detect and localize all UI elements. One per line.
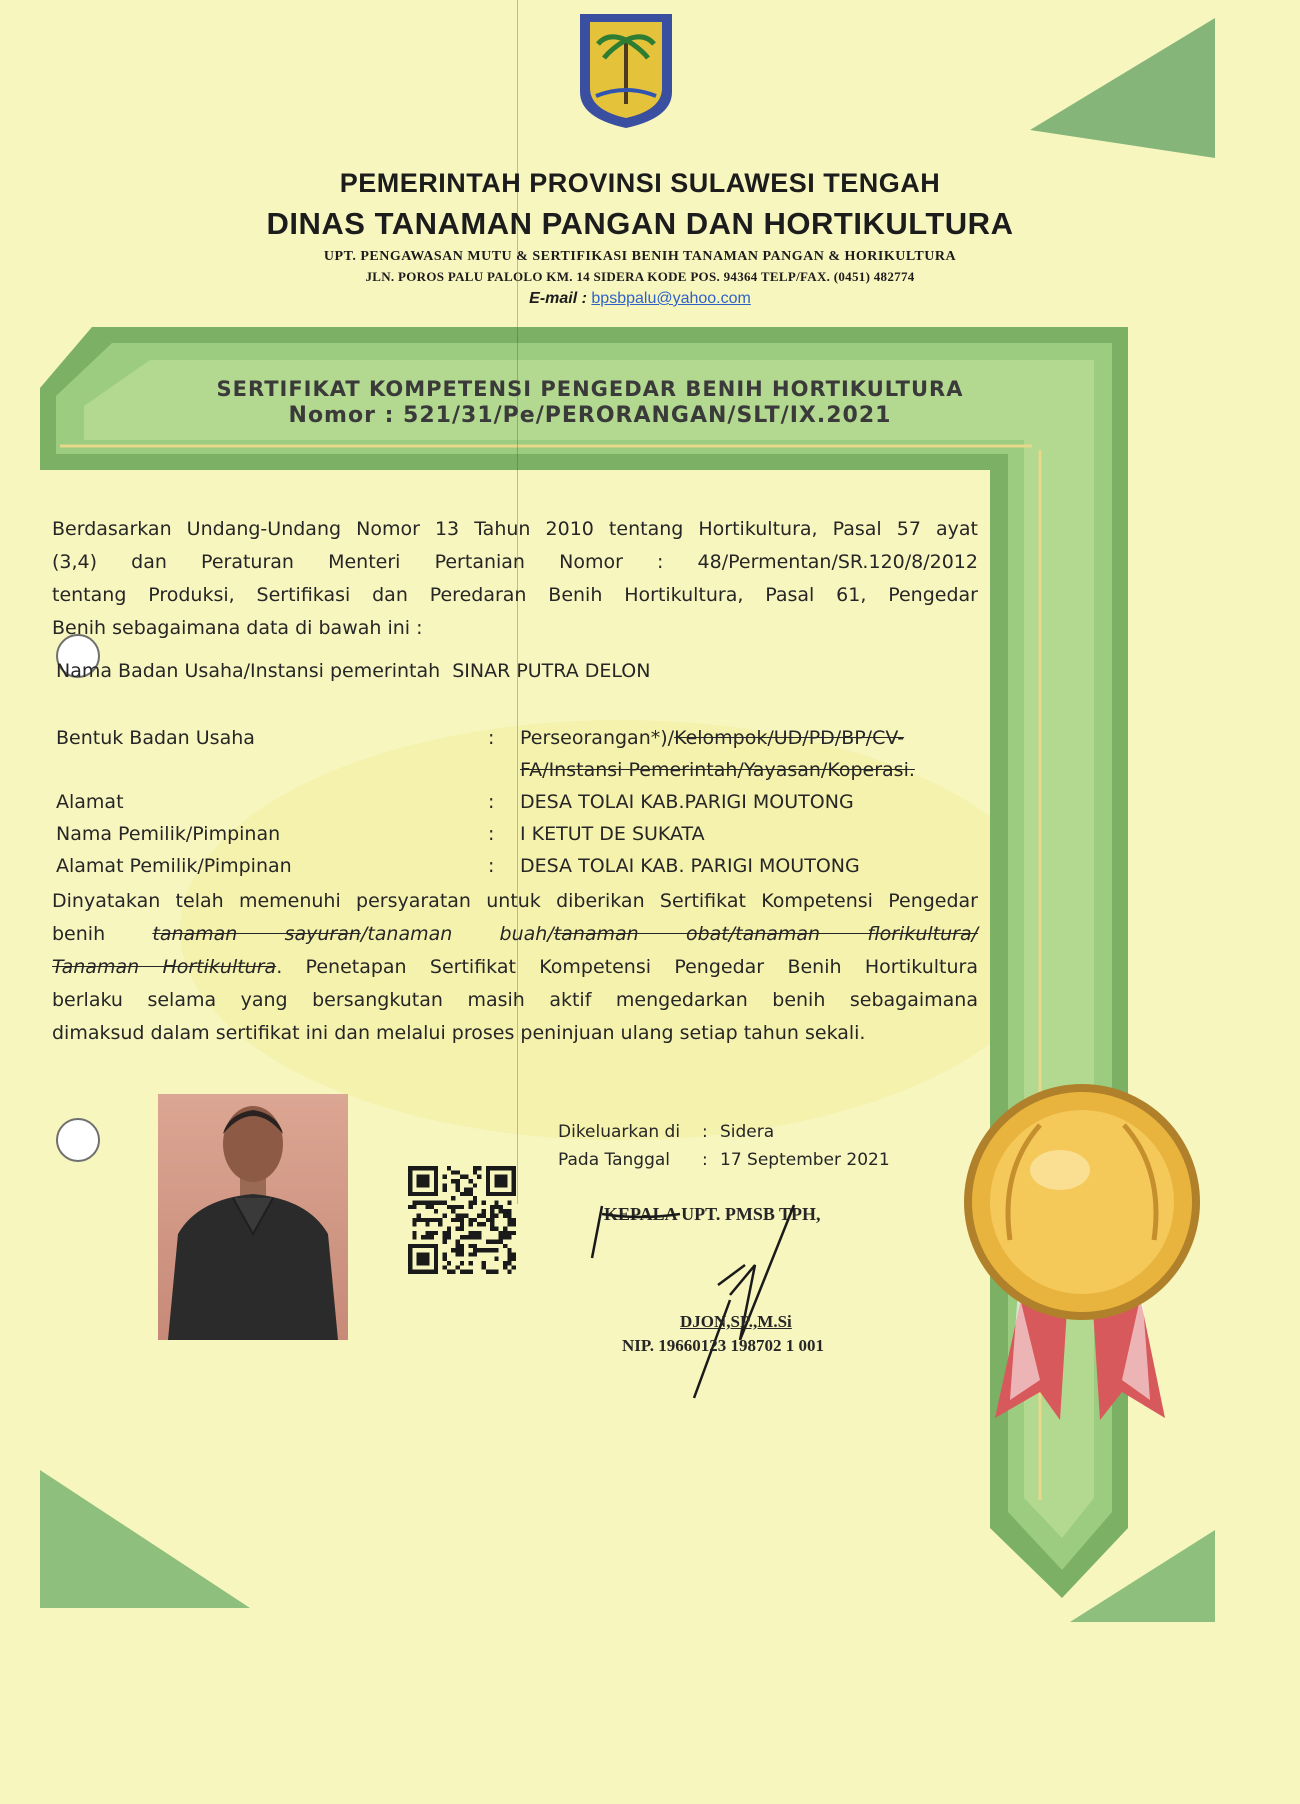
certificate-number: Nomor : 521/31/Pe/PERORANGAN/SLT/IX.2021 — [288, 403, 892, 428]
signatory-position: KEPALA UPT. PMSB TPH, — [604, 1204, 821, 1224]
address-label: Alamat — [56, 791, 124, 813]
form-value: Perseorangan*)/ — [520, 727, 675, 749]
owner-address-value: DESA TOLAI KAB. PARIGI MOUTONG — [520, 855, 860, 877]
statement-line-4: berlaku selama yang bersangkutan masih aktif mengedarkan benih sebagaimana — [52, 989, 978, 1011]
company-value: SINAR PUTRA DELON — [452, 660, 651, 682]
owner-address-colon: : — [488, 855, 495, 877]
form-colon: : — [488, 727, 495, 749]
struck-option-other: tanaman obat/tanaman florikultura/ — [553, 923, 978, 945]
issued-date-colon: : — [702, 1150, 708, 1170]
form-struck-options-1: Kelompok/UD/PD/BP/CV- — [674, 727, 905, 749]
address-value: DESA TOLAI KAB.PARIGI MOUTONG — [520, 791, 854, 813]
email-link[interactable]: bpsbpalu@yahoo.com — [591, 290, 751, 307]
struck-option-horticulture: Tanaman Hortikultura — [52, 956, 277, 978]
letterhead-unit: UPT. PENGAWASAN MUTU & SERTIFIKASI BENIH TANAMAN PANGAN & HORIKULTURA — [323, 249, 957, 264]
owner-label: Nama Pemilik/Pimpinan — [56, 823, 281, 845]
intro-line-1: Berdasarkan Undang-Undang Nomor 13 Tahun 2010 tentang Hortikultura, Pasal 57 ayat — [52, 518, 978, 540]
statement-line-1: Dinyatakan telah memenuhi persyaratan untuk diberikan Sertifikat Kompetensi Pengedar — [52, 890, 978, 912]
intro-line-2: (3,4) dan Peraturan Menteri Pertanian Nomor : 48/Permentan/SR.120/8/2012 — [52, 551, 978, 573]
issued-place-label: Dikeluarkan di — [558, 1122, 681, 1142]
issued-date-value: 17 September 2021 — [720, 1150, 890, 1170]
signatory-name: DJON,SP.,M.Si — [680, 1312, 792, 1331]
certificate-title: SERTIFIKAT KOMPETENSI PENGEDAR BENIH HORTIKULTURA — [216, 377, 964, 401]
form-struck-options-2: FA/Instansi Pemerintah/Yayasan/Koperasi. — [520, 759, 915, 781]
owner-colon: : — [488, 823, 495, 845]
intro-line-3: tentang Produksi, Sertifikasi dan Peredaran Benih Hortikultura, Pasal 61, Pengedar — [52, 584, 978, 606]
statement-line-3-rest: . Penetapan Sertifikat Kompetensi Pengedar Benih Hortikultura — [276, 956, 978, 978]
letterhead-address: JLN. POROS PALU PALOLO KM. 14 SIDERA KODE POS. 94364 TELP/FAX. (0451) 482774 — [365, 269, 915, 284]
slash-2: / — [547, 923, 554, 945]
owner-value: I KETUT DE SUKATA — [520, 823, 705, 845]
statement-benih: benih — [52, 923, 106, 945]
slash-1: / — [360, 923, 368, 945]
intro-line-4: Benih sebagaimana data di bawah ini : — [52, 617, 423, 639]
issued-place-colon: : — [702, 1122, 708, 1142]
letterhead-agency: DINAS TANAMAN PANGAN DAN HORTIKULTURA — [266, 206, 1014, 241]
email-label: E-mail : — [529, 290, 587, 307]
company-label: Nama Badan Usaha/Instansi pemerintah — [56, 660, 441, 682]
statement-line-5: dimaksud dalam sertifikat ini dan melalui proses peninjuan ulang setiap tahun sekali. — [52, 1022, 866, 1044]
struck-option-vegetable: tanaman sayuran — [152, 923, 361, 945]
signatory-nip: NIP. 19660123 198702 1 001 — [622, 1336, 824, 1355]
issued-place-value: Sidera — [720, 1122, 775, 1142]
issued-date-label: Pada Tanggal — [558, 1150, 671, 1170]
form-label: Bentuk Badan Usaha — [56, 727, 255, 749]
address-colon: : — [488, 791, 495, 813]
letterhead-government: PEMERINTAH PROVINSI SULAWESI TENGAH — [339, 168, 941, 198]
selected-option-fruit: tanaman buah — [367, 923, 548, 945]
owner-address-label: Alamat Pemilik/Pimpinan — [56, 855, 292, 877]
